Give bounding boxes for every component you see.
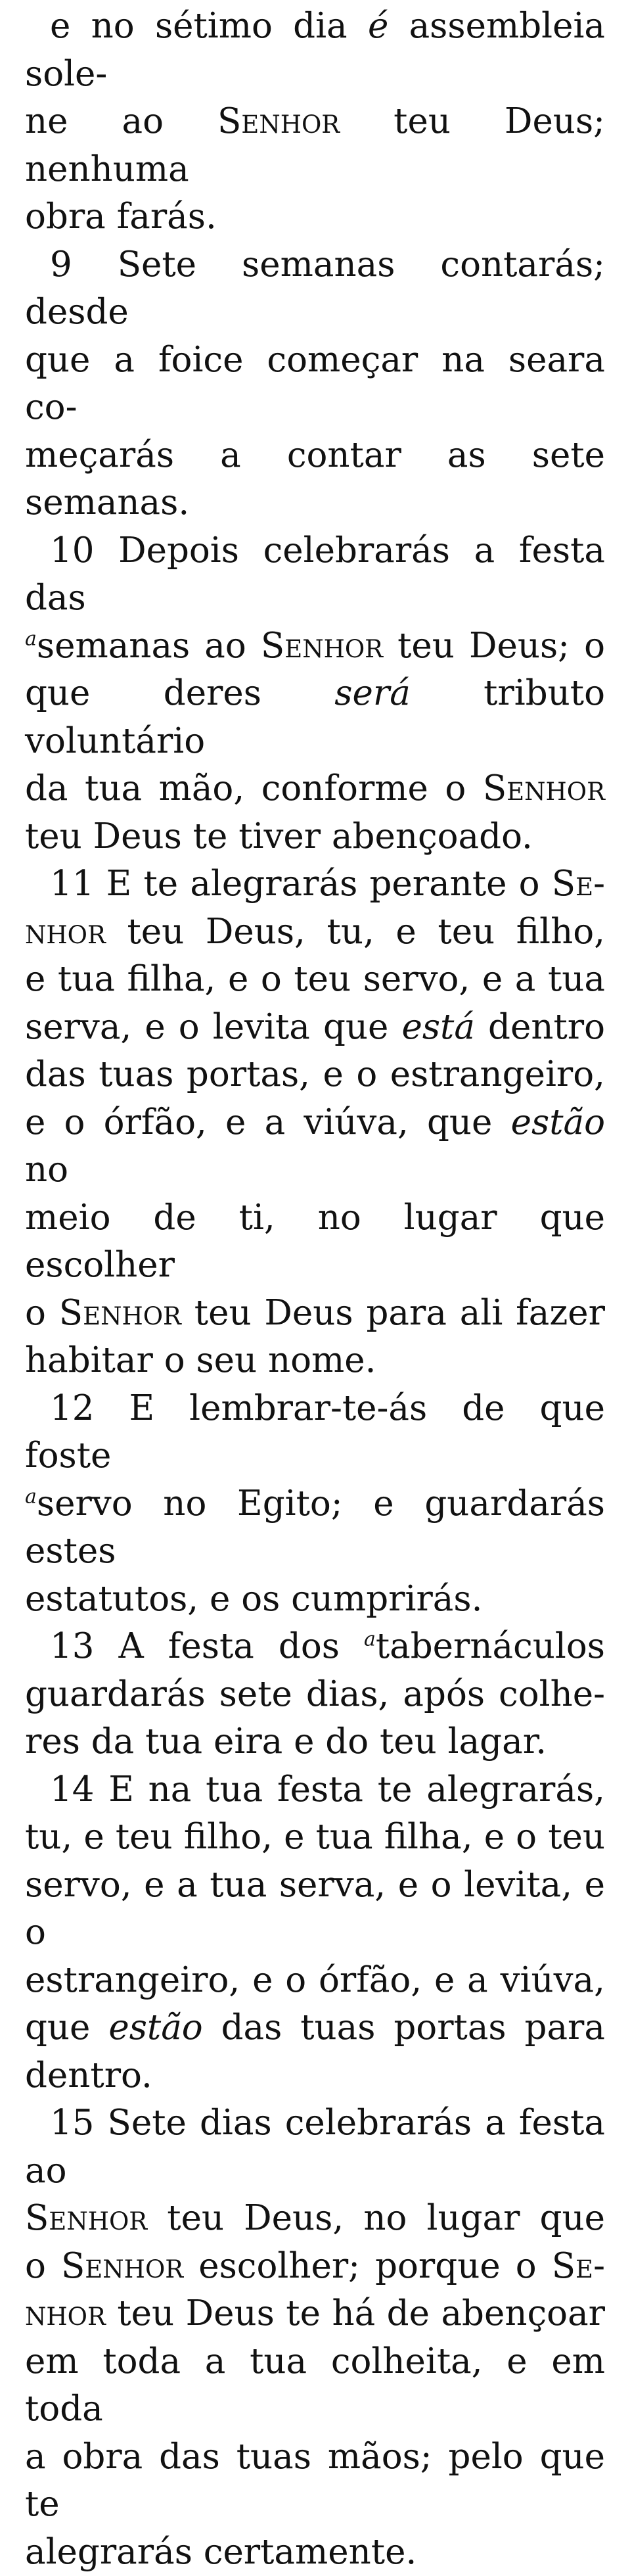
verse-line: [25, 1862, 605, 1957]
text-run: teu Deus para ali fazer: [181, 1293, 605, 1333]
text-run: serva, e o levita que: [25, 1007, 401, 1047]
verse-line: [25, 622, 605, 670]
verse-line: [25, 1099, 605, 1194]
verse-line: [25, 1957, 605, 2005]
text-run: alegrarás certamente.: [25, 2532, 416, 2572]
verse-line: [25, 432, 605, 527]
verse-cont: [25, 3, 605, 241]
verse-line: [25, 241, 605, 337]
italic-word: será: [334, 673, 411, 713]
text-run: 12 E lembrar-te-ás de que foste: [25, 1388, 605, 1476]
text-run: servo no Egito; e guardarás estes: [25, 1484, 605, 1572]
text-run: da tua mão, conforme o: [25, 768, 483, 808]
text-run: tu, e teu filho, e tua filha, e o teu: [25, 1817, 605, 1857]
text-run: o: [25, 2246, 61, 2286]
text-run: das tuas portas para: [203, 2007, 605, 2048]
text-run: 13 A festa dos: [50, 1626, 364, 1666]
small-caps-name: Senhor: [61, 2246, 183, 2286]
text-run: dentro: [475, 1007, 605, 1047]
verse-line: [25, 1576, 605, 1624]
small-caps-name: Senhor: [483, 768, 605, 808]
footnote-marker: a: [25, 1485, 37, 1508]
verse-line: [25, 1290, 605, 1338]
text-run: estatutos, e os cumprirás.: [25, 1579, 482, 1619]
text-run: 10 Depois celebrarás a festa das: [25, 530, 605, 619]
text-run: res da tua eira e do teu lagar.: [25, 1721, 547, 1762]
verse-line: [25, 908, 605, 956]
italic-word: estão: [108, 2007, 202, 2048]
verse-line: [25, 2052, 605, 2100]
text-run: teu Deus; nenhuma: [25, 101, 605, 189]
verse-line: [25, 2529, 605, 2576]
text-run: ne ao: [25, 101, 217, 141]
small-caps-name: Senhor: [261, 626, 383, 666]
small-caps-name: Se-: [552, 2246, 605, 2286]
text-run: semanas ao: [37, 626, 261, 666]
verse-line: [25, 860, 605, 908]
text-run: teu Deus, tu, e teu filho,: [106, 912, 605, 952]
verse-line: [25, 193, 605, 241]
verse-line: [25, 3, 605, 98]
text-run: assembleia sole-: [25, 6, 605, 94]
footnote-marker: a: [364, 1628, 376, 1651]
italic-word: está: [401, 1007, 474, 1047]
text-run: escolher; porque o: [183, 2246, 552, 2286]
verse-line: [25, 1623, 605, 1671]
verse-line: [25, 98, 605, 193]
text-run: meçarás a contar as sete semanas.: [25, 435, 605, 523]
text-run: meio de ti, no lugar que escolher: [25, 1198, 605, 1286]
verse-line: [25, 813, 605, 861]
verse-line: [25, 1385, 605, 1480]
text-run: 15 Sete dias celebrarás a festa ao: [25, 2103, 605, 2191]
footnote-marker: a: [25, 627, 37, 650]
text-run: tributo voluntário: [25, 673, 605, 761]
text-run: 14 E na tua festa te alegrarás,: [50, 1769, 605, 1810]
text-run: estrangeiro, e o órfão, e a viúva,: [25, 1960, 605, 2000]
text-run: servo, e a tua serva, e o levita, e o: [25, 1865, 605, 1953]
text-run: 9 Sete semanas contarás; desde: [25, 245, 605, 333]
small-caps-name: Senhor: [25, 2198, 147, 2238]
text-run: no: [25, 1150, 68, 1190]
text-run: dentro.: [25, 2055, 152, 2096]
verse-line: [25, 1766, 605, 1814]
verse-line: [25, 2099, 605, 2195]
small-caps-name: Senhor: [217, 101, 340, 141]
text-run: 11 E te alegrarás perante o: [50, 864, 552, 904]
verse-line: [25, 2004, 605, 2052]
small-caps-name: Se-: [552, 864, 605, 904]
verse-line: [25, 527, 605, 622]
verse-line: [25, 1194, 605, 1290]
text-run: obra farás.: [25, 197, 217, 237]
verse-v15: [25, 2099, 605, 2576]
italic-word: estão: [511, 1102, 605, 1142]
verse-line: [25, 2195, 605, 2243]
verse-line: [25, 1718, 605, 1766]
verse-line: [25, 956, 605, 1004]
text-run: teu Deus te tiver abençoado.: [25, 816, 533, 856]
verse-line: [25, 1337, 605, 1385]
text-run: que a foice começar na seara co-: [25, 340, 605, 428]
text-run: guardarás sete dias, após colhe-: [25, 1674, 605, 1714]
italic-word: é: [368, 6, 388, 46]
verse-v11: [25, 860, 605, 1385]
small-caps-name: nhor: [25, 912, 106, 952]
verse-line: [25, 670, 605, 765]
text-run: tabernáculos: [376, 1626, 605, 1666]
verse-line: [25, 2290, 605, 2338]
text-run: e no sétimo dia: [50, 6, 368, 46]
text-run: a obra das tuas mãos; pelo que te: [25, 2437, 605, 2525]
verse-line: [25, 1004, 605, 1052]
text-run: teu Deus; o: [383, 626, 605, 666]
text-run: habitar o seu nome.: [25, 1340, 376, 1380]
text-run: teu Deus, no lugar que: [147, 2198, 605, 2238]
text-run: e tua filha, e o teu servo, e a tua: [25, 959, 605, 999]
verse-v14: [25, 1766, 605, 2100]
verse-line: [25, 2433, 605, 2529]
text-run: e o órfão, e a viúva, que: [25, 1102, 511, 1142]
verse-line: [25, 2243, 605, 2291]
text-run: em toda a tua colheita, e em toda: [25, 2341, 605, 2429]
text-run: o: [25, 1293, 59, 1333]
verse-line: [25, 2338, 605, 2433]
verse-v13: [25, 1623, 605, 1766]
verse-v9: [25, 241, 605, 527]
verse-line: [25, 1480, 605, 1576]
verse-line: [25, 1051, 605, 1099]
text-run: que deres: [25, 673, 334, 713]
verse-line: [25, 1814, 605, 1862]
text-run: teu Deus te há de abençoar: [106, 2293, 605, 2333]
small-caps-name: Senhor: [59, 1293, 181, 1333]
text-run: das tuas portas, e o estrangeiro,: [25, 1054, 605, 1094]
verse-list: [25, 3, 605, 2576]
verse-line: [25, 765, 605, 813]
text-run: que: [25, 2007, 108, 2048]
small-caps-name: nhor: [25, 2293, 106, 2333]
verse-v12: [25, 1385, 605, 1624]
verse-line: [25, 337, 605, 432]
verse-v10: [25, 527, 605, 861]
verse-line: [25, 1671, 605, 1719]
